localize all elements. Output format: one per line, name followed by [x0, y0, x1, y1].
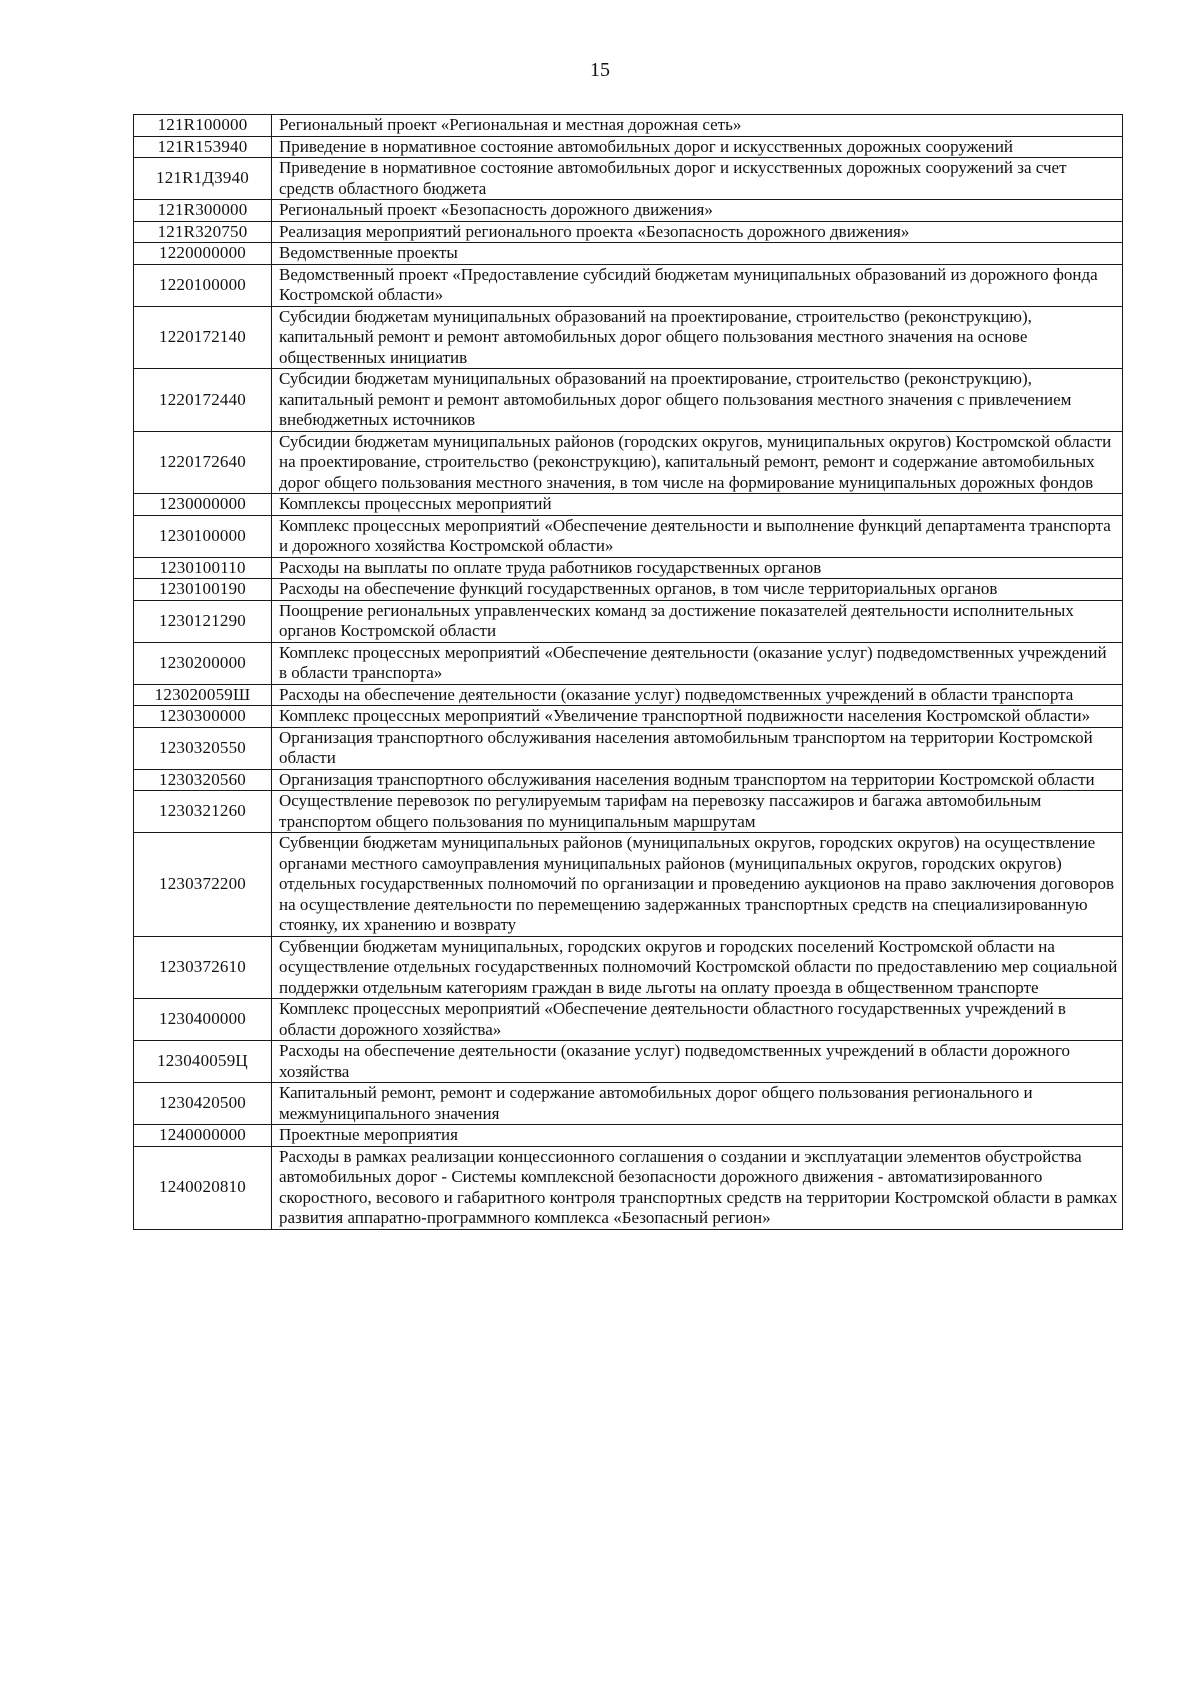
- classification-code: 1220172140: [134, 306, 272, 369]
- expense-description: Расходы в рамках реализации концессионного соглашения о создании и эксплуатации элементов обустройства автомобильных дорог - Системы комплексной безопасности дорожного движения - автоматизированного скоростного, весового и габаритного контроля транспортных средств на территории Костромской области в рамках развития аппаратно-программного комплекса «Безопасный регион»: [272, 1146, 1123, 1229]
- classification-code: 1240020810: [134, 1146, 272, 1229]
- table-row: [134, 579, 1123, 601]
- table-row: [134, 306, 1123, 369]
- table-row: [134, 706, 1123, 728]
- expense-description: Приведение в нормативное состояние автомобильных дорог и искусственных дорожных сооружений: [272, 136, 1123, 158]
- expense-description: Ведомственные проекты: [272, 243, 1123, 265]
- classification-code: 1230300000: [134, 706, 272, 728]
- classification-code: 1220172640: [134, 431, 272, 494]
- table-row: [134, 221, 1123, 243]
- table-row: [134, 136, 1123, 158]
- classification-code: 121R153940: [134, 136, 272, 158]
- classification-code: 1230100190: [134, 579, 272, 601]
- expense-description: Организация транспортного обслуживания населения водным транспортом на территории Костромской области: [272, 769, 1123, 791]
- expense-description: Организация транспортного обслуживания населения автомобильным транспортом на территории Костромской области: [272, 727, 1123, 769]
- table-row: [134, 243, 1123, 265]
- expense-description: Субсидии бюджетам муниципальных образований на проектирование, строительство (реконструкцию), капитальный ремонт и ремонт автомобильных дорог общего пользования местного значения с привлечением внебюджетных источников: [272, 369, 1123, 432]
- classification-code: 1230000000: [134, 494, 272, 516]
- table-row: [134, 369, 1123, 432]
- classification-code: 1230320550: [134, 727, 272, 769]
- expense-description: Расходы на выплаты по оплате труда работников государственных органов: [272, 557, 1123, 579]
- expense-description: Приведение в нормативное состояние автомобильных дорог и искусственных дорожных сооружений за счет средств областного бюджета: [272, 158, 1123, 200]
- expense-description: Комплекс процессных мероприятий «Обеспечение деятельности (оказание услуг) подведомственных учреждений в области транспорта»: [272, 642, 1123, 684]
- table-row: [134, 494, 1123, 516]
- classification-code: 1220000000: [134, 243, 272, 265]
- expense-description: Расходы на обеспечение деятельности (оказание услуг) подведомственных учреждений в области дорожного хозяйства: [272, 1041, 1123, 1083]
- table-row: [134, 1146, 1123, 1229]
- classification-code: 1220100000: [134, 264, 272, 306]
- table-row: [134, 684, 1123, 706]
- expense-description: Субвенции бюджетам муниципальных районов (муниципальных округов, городских округов) на осуществление органами местного самоуправления муниципальных районов (муниципальных округов, городских округов) отдельных государственных полномочий по организации и проведению аукционов на право заключения договоров на осуществление деятельности по перемещению задержанных транспортных средств на специализированную стоянку, их хранению и возврату: [272, 833, 1123, 937]
- expense-description: Проектные мероприятия: [272, 1125, 1123, 1147]
- expense-description: Региональный проект «Региональная и местная дорожная сеть»: [272, 115, 1123, 137]
- classification-code: 1230321260: [134, 791, 272, 833]
- expense-description: Реализация мероприятий регионального проекта «Безопасность дорожного движения»: [272, 221, 1123, 243]
- expense-description: Комплекс процессных мероприятий «Увеличение транспортной подвижности населения Костромской области»: [272, 706, 1123, 728]
- expense-description: Субсидии бюджетам муниципальных образований на проектирование, строительство (реконструкцию), капитальный ремонт и ремонт автомобильных дорог общего пользования местного значения на основе общественных инициатив: [272, 306, 1123, 369]
- table-row: [134, 1083, 1123, 1125]
- expense-description: Комплекс процессных мероприятий «Обеспечение деятельности и выполнение функций департамента транспорта и дорожного хозяйства Костромской области»: [272, 515, 1123, 557]
- classification-code: 1220172440: [134, 369, 272, 432]
- table-row: [134, 200, 1123, 222]
- table-row: [134, 999, 1123, 1041]
- table-row: [134, 833, 1123, 937]
- table-row: [134, 115, 1123, 137]
- classification-code: 1230372200: [134, 833, 272, 937]
- expense-description: Субвенции бюджетам муниципальных, городских округов и городских поселений Костромской области на осуществление отдельных государственных полномочий Костромской области по предоставлению мер социальной поддержки отдельным категориям граждан в виде льготы на оплату проезда в общественном транспорте: [272, 936, 1123, 999]
- expense-description: Расходы на обеспечение функций государственных органов, в том числе территориальных органов: [272, 579, 1123, 601]
- table-row: [134, 557, 1123, 579]
- classification-code: 123020059Ш: [134, 684, 272, 706]
- table-row: [134, 1125, 1123, 1147]
- expense-description: Субсидии бюджетам муниципальных районов (городских округов, муниципальных округов) Костромской области на проектирование, строительство (реконструкцию), капитальный ремонт, ремонт и содержание автомобильных дорог общего пользования местного значения, в том числе на формирование муниципальных дорожных фондов: [272, 431, 1123, 494]
- expense-description: Ведомственный проект «Предоставление субсидий бюджетам муниципальных образований из дорожного фонда Костромской области»: [272, 264, 1123, 306]
- budget-classification-table: [133, 114, 1123, 1230]
- table-row: [134, 727, 1123, 769]
- classification-code: 121R100000: [134, 115, 272, 137]
- table-row: [134, 791, 1123, 833]
- table-body: [134, 115, 1123, 1230]
- classification-code: 1230100110: [134, 557, 272, 579]
- expense-description: Осуществление перевозок по регулируемым тарифам на перевозку пассажиров и багажа автомобильным транспортом общего пользования по муниципальным маршрутам: [272, 791, 1123, 833]
- expense-description: Поощрение региональных управленческих команд за достижение показателей деятельности исполнительных органов Костромской области: [272, 600, 1123, 642]
- classification-code: 1230400000: [134, 999, 272, 1041]
- table-row: [134, 264, 1123, 306]
- classification-code: 1230372610: [134, 936, 272, 999]
- expense-description: Капитальный ремонт, ремонт и содержание автомобильных дорог общего пользования регионального и межмуниципального значения: [272, 1083, 1123, 1125]
- expense-description: Региональный проект «Безопасность дорожного движения»: [272, 200, 1123, 222]
- classification-code: 1230420500: [134, 1083, 272, 1125]
- classification-code: 121R1Д3940: [134, 158, 272, 200]
- classification-code: 1230320560: [134, 769, 272, 791]
- classification-code: 1230121290: [134, 600, 272, 642]
- classification-code: 121R300000: [134, 200, 272, 222]
- expense-description: Комплекс процессных мероприятий «Обеспечение деятельности областного государственных учреждений в области дорожного хозяйства»: [272, 999, 1123, 1041]
- table-row: [134, 936, 1123, 999]
- classification-code: 123040059Ц: [134, 1041, 272, 1083]
- table-row: [134, 431, 1123, 494]
- table-row: [134, 769, 1123, 791]
- classification-code: 1230200000: [134, 642, 272, 684]
- classification-code: 1230100000: [134, 515, 272, 557]
- classification-code: 1240000000: [134, 1125, 272, 1147]
- table-row: [134, 515, 1123, 557]
- table-row: [134, 158, 1123, 200]
- expense-description: Расходы на обеспечение деятельности (оказание услуг) подведомственных учреждений в области транспорта: [272, 684, 1123, 706]
- table-row: [134, 1041, 1123, 1083]
- expense-description: Комплексы процессных мероприятий: [272, 494, 1123, 516]
- classification-code: 121R320750: [134, 221, 272, 243]
- page-number: 15: [590, 59, 610, 81]
- table-row: [134, 642, 1123, 684]
- table-row: [134, 600, 1123, 642]
